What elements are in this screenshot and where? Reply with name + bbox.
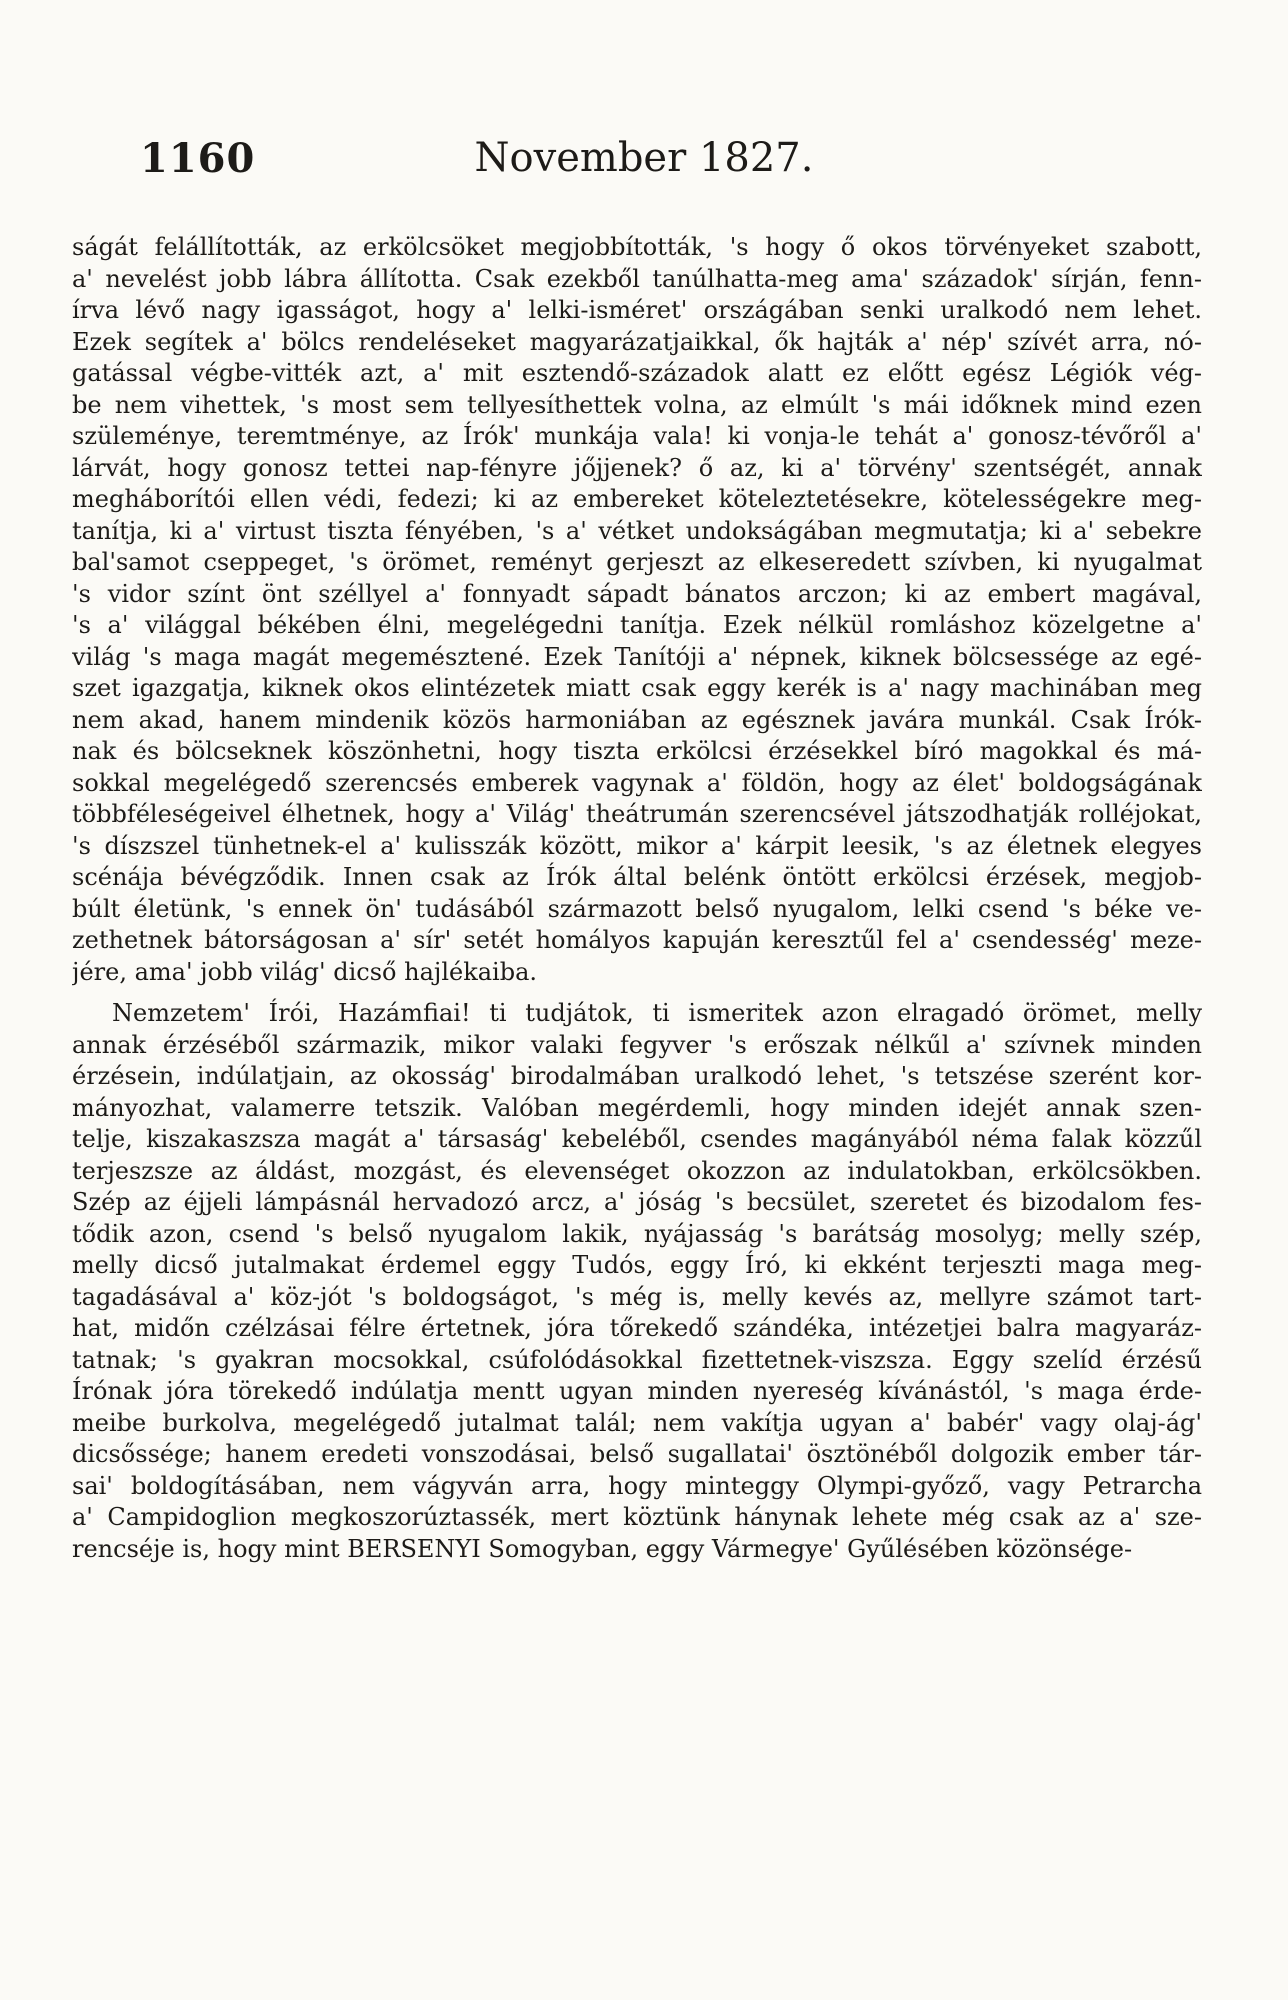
text-line: Szép az éjjeli lámpásnál hervadozó arcz, a' jóság 's becsület, szeretet és bizodalom fes- (72, 1188, 1202, 1216)
text-line: be nem vihettek, 's most sem tellyesíthettek volna, az elmúlt 's mái időknek mind ezen (72, 390, 1202, 419)
text-line: írva lévő nagy igasságot, hogy a' lelki-isméret' országában senki uralkodó nem lehet. (72, 296, 1202, 324)
text-line: bal'samot cseppeget, 's örömet, reményt gerjeszt az elkeseredett szívben, ki nyugalmat (72, 548, 1202, 576)
paragraph (72, 998, 1202, 1565)
page-number: 1160 (140, 135, 256, 182)
text-line: jére, ama' jobb világ' dicső hajlékaiba. (72, 957, 538, 986)
text-line: melly dicső jutalmakat érdemel eggy Tudós, eggy Író, ki ekként terjeszti maga meg- (72, 1251, 1202, 1279)
running-head: November 1827. (474, 135, 814, 181)
text-line: nem akad, hanem mindenik közös harmoniában az egésznek javára munkál. Csak Írók- (72, 705, 1202, 734)
text-line: Nemzetem' Írói, Hazámfiai! ti tudjátok, ti ismeritek azon elragadó örömet, melly (112, 999, 1202, 1027)
text-line: 's a' világgal békében élni, megelégedni tanítja. Ezek nélkül romláshoz közelgetne a' (72, 611, 1202, 639)
text-line: szüleménye, teremtménye, az Írók' munkája vala! ki vonja-le tehát a' gonosz-tévőről a' (72, 422, 1202, 450)
text-line: tődik azon, csend 's belső nyugalom lakik, nyájasság 's barátság mosolyg; melly szép, (72, 1219, 1202, 1248)
text-line: világ 's maga magát megemésztené. Ezek Tanítóji a' népnek, kiknek bölcsessége az egé- (72, 642, 1202, 671)
text-line: Ezek segítek a' bölcs rendeléseket magyarázatjaikkal, ők hajták a' nép' szívét arra, nó- (72, 327, 1202, 356)
paragraph (72, 232, 1202, 988)
text-line: gatással végbe-vitték azt, a' mit esztendő-századok alatt ez előtt egész Légiók vég- (72, 359, 1202, 387)
text-line: búlt életünk, 's ennek ön' tudásából származott belső nyugalom, lelki csend 's béke ve- (72, 894, 1202, 923)
text-line: dicsőssége; hanem eredeti vonszodásai, belső sugallatai' ösztönéből dolgozik ember tár- (72, 1440, 1202, 1468)
text-line: tagadásával a' köz-jót 's boldogságot, 's még is, melly kevés az, mellyre számot tart- (72, 1282, 1202, 1311)
text-line: ságát felállították, az erkölcsöket megjobbították, 's hogy ő okos törvényeket szabott, (72, 233, 1202, 261)
text-line: annak érzéséből származik, mikor valaki fegyver 's erőszak nélkűl a' szívnek minden (72, 1030, 1202, 1059)
text-line: 's vidor színt önt széllyel a' fonnyadt sápadt bánatos arczon; ki az embert magával, (72, 579, 1202, 608)
text-line: megháborítói ellen védi, fedezi; ki az embereket köteleztetésekre, kötelességekre meg- (72, 485, 1202, 513)
text-line: szet igazgatja, kiknek okos elintézetek miatt csak eggy kerék is a' nagy machinában meg (72, 674, 1202, 702)
text-line: tatnak; 's gyakran mocsokkal, csúfolódásokkal fizettetnek-viszsza. Eggy szelíd érzésű (72, 1345, 1202, 1374)
body-text (72, 232, 1202, 1565)
text-line: zethetnek bátorságosan a' sír' setét homályos kapuján keresztűl fel a' csendesség' meze- (72, 926, 1202, 954)
paragraph-gap (72, 988, 1202, 998)
text-line: többféleségeivel élhetnek, hogy a' Világ' theátrumán szerencsével játszodhatják rolléjokat, (72, 800, 1202, 828)
text-line: 's díszszel tünhetnek-el a' kulisszák között, mikor a' kárpit leesik, 's az életnek elegyes (72, 831, 1202, 860)
text-line: hat, midőn czélzásai félre értetnek, jóra tőrekedő szándéka, intézetjei balra magyaráz- (72, 1314, 1202, 1342)
text-line: tanítja, ki a' virtust tiszta fényében, 's a' vétket undokságában megmutatja; ki a' sebekre (72, 516, 1202, 545)
text-line: lárvát, hogy gonosz tettei nap-fényre jőjjenek? ő az, ki a' törvény' szentségét, annak (72, 453, 1202, 482)
text-line: mányozhat, valamerre tetszik. Valóban megérdemli, hogy minden idejét annak szen- (72, 1093, 1202, 1122)
text-line: sai' boldogításában, nem vágyván arra, hogy minteggy Olympi-győző, vagy Petrarcha (72, 1471, 1202, 1500)
text-line: rencséje is, hogy mint BERSENYI Somogyban, eggy Vármegye' Gyűlésében közönsége- (72, 1534, 1133, 1563)
page-header (0, 135, 1288, 195)
text-line: terjeszsze az áldást, mozgást, és elevenséget okozzon az indulatokban, erkölcsökben. (72, 1156, 1202, 1185)
text-line: érzésein, indúlatjain, az okosság' birodalmában uralkodó lehet, 's tetszése szerént kor- (72, 1062, 1202, 1090)
text-line: telje, kiszakaszsza magát a' társaság' kebeléből, csendes magányából néma falak közzűl (72, 1125, 1202, 1153)
text-line: sokkal megelégedő szerencsés emberek vagynak a' földön, hogy az élet' boldogságának (72, 768, 1202, 797)
text-line: Írónak jóra törekedő indúlatja mentt ugyan minden nyereség kívánástól, 's maga érde- (72, 1377, 1202, 1405)
text-line: meibe burkolva, megelégedő jutalmat talál; nem vakítja ugyan a' babér' vagy olaj-ág' (72, 1408, 1202, 1437)
text-line: scénája bévégződik. Innen csak az Írók által belénk öntött erkölcsi érzések, megjob- (72, 863, 1202, 891)
text-line: a' nevelést jobb lábra állította. Csak ezekből tanúlhatta-meg ama' századok' sírján, fenn- (72, 264, 1202, 293)
text-line: a' Campidoglion megkoszorúztassék, mert köztünk hánynak lehete még csak az a' sze- (72, 1503, 1202, 1531)
text-line: nak és bölcseknek köszönhetni, hogy tiszta erkölcsi érzésekkel bíró magokkal és má- (72, 737, 1202, 765)
